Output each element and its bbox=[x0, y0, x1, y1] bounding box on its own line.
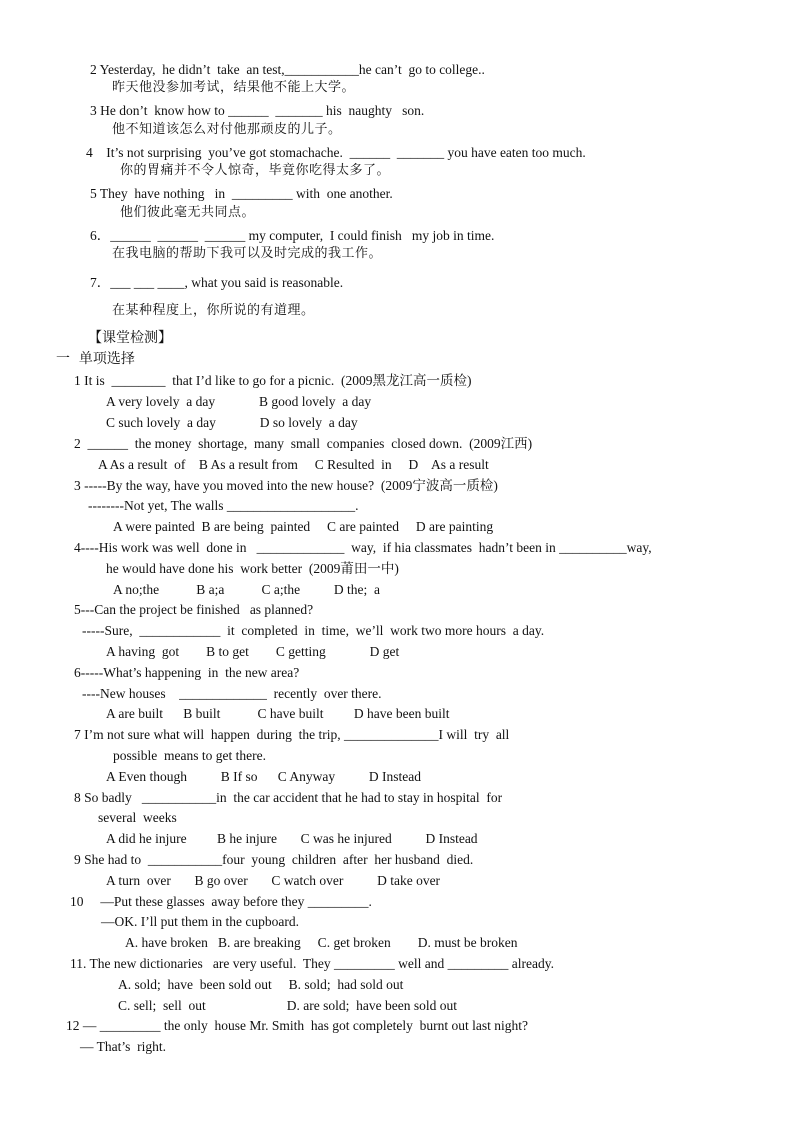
worksheet-line: A turn over B go over C watch over D take over bbox=[106, 873, 441, 888]
worksheet-line: A did he injure B he injure C was he injured D Instead bbox=[106, 831, 478, 846]
worksheet-line: — That’s right. bbox=[80, 1039, 166, 1054]
worksheet-line: 4----His work was well done in _____________ way, if hia classmates hadn’t been in __________way, bbox=[74, 540, 652, 555]
worksheet-line: possible means to get there. bbox=[113, 748, 266, 763]
worksheet-line: A very lovely a day B good lovely a day bbox=[106, 394, 372, 409]
worksheet-line: 12 — _________ the only house Mr. Smith has got completely burnt out last night? bbox=[66, 1018, 528, 1033]
worksheet-line: 5---Can the project be finished as planned? bbox=[74, 602, 314, 617]
worksheet-line: 4 It’s not surprising you’ve got stomachache. ______ _______ you have eaten too much. bbox=[86, 145, 586, 160]
worksheet-line: 一 单项选择 bbox=[56, 351, 135, 367]
worksheet-line: 6．______ ______ ______ my computer, I could finish my job in time. bbox=[90, 228, 495, 243]
worksheet-line: 7．___ ___ ____, what you said is reasonable. bbox=[90, 275, 344, 290]
worksheet-line: 7 I’m not sure what will happen during the trip, ______________I will try all bbox=[74, 727, 510, 742]
worksheet-line: 10 —Put these glasses away before they _________. bbox=[70, 894, 372, 909]
worksheet-line: 你的胃痛并不令人惊奇，毕竟你吃得太多了。 bbox=[120, 163, 391, 178]
worksheet-line: 他不知道该怎么对付他那顽皮的儿子。 bbox=[112, 122, 342, 137]
worksheet-line: 在某种程度上，你所说的有道理。 bbox=[112, 303, 315, 318]
worksheet-line: —OK. I’ll put them in the cupboard. bbox=[101, 914, 299, 929]
worksheet-line: A no;the B a;a C a;the D the; a bbox=[113, 582, 380, 597]
worksheet-line: 6-----What’s happening in the new area? bbox=[74, 665, 300, 680]
worksheet-line: C. sell; sell out D. are sold; have been sold out bbox=[118, 998, 457, 1013]
worksheet-line: A were painted B are being painted C are painted D are painting bbox=[113, 519, 494, 534]
worksheet-line: ----New houses _____________ recently over there. bbox=[82, 686, 382, 701]
worksheet-line: C such lovely a day D so lovely a day bbox=[106, 415, 358, 430]
worksheet-line: 2 Yesterday, he didn’t take an test,___________he can’t go to college.. bbox=[90, 62, 485, 77]
worksheet-line: A having got B to get C getting D get bbox=[106, 644, 400, 659]
worksheet-line: 2 ______ the money shortage, many small companies closed down. (2009江西) bbox=[74, 436, 533, 451]
worksheet-line: --------Not yet, The walls ___________________. bbox=[88, 498, 359, 513]
worksheet-line: several weeks bbox=[98, 810, 177, 825]
worksheet-line: 5 They have nothing in _________ with one another. bbox=[90, 186, 393, 201]
worksheet-line: A are built B built C have built D have been built bbox=[106, 706, 450, 721]
worksheet-line: A. have broken B. are breaking C. get broken D. must be broken bbox=[125, 935, 518, 950]
worksheet-line: 他们彼此毫无共同点。 bbox=[120, 205, 256, 220]
worksheet-line: 3 He don’t know how to ______ _______ his naughty son. bbox=[90, 103, 425, 118]
worksheet-line: 【课堂检测】 bbox=[88, 330, 172, 346]
worksheet-line: A Even though B If so C Anyway D Instead bbox=[106, 769, 421, 784]
worksheet-line: 9 She had to ___________four young children after her husband died. bbox=[74, 852, 474, 867]
worksheet-line: 在我电脑的帮助下我可以及时完成的我工作。 bbox=[112, 246, 383, 261]
worksheet-line: 3 -----By the way, have you moved into the new house? (2009宁波高一质检) bbox=[74, 478, 498, 493]
worksheet-line: 1 It is ________ that I’d like to go for a picnic. (2009黑龙江高一质检) bbox=[74, 373, 472, 388]
worksheet-line: -----Sure, ____________ it completed in time, we’ll work two more hours a day. bbox=[82, 623, 545, 638]
worksheet-line: A As a result of B As a result from C Resulted in D As a result bbox=[98, 457, 489, 472]
worksheet-line: 11. The new dictionaries are very useful. They _________ well and _________ already. bbox=[70, 956, 554, 971]
worksheet-line: he would have done his work better (2009莆田一中) bbox=[106, 561, 399, 576]
worksheet-line: A. sold; have been sold out B. sold; had sold out bbox=[118, 977, 404, 992]
worksheet-line: 昨天他没参加考试，结果他不能上大学。 bbox=[112, 80, 356, 95]
worksheet-line: 8 So badly ___________in the car accident that he had to stay in hospital for bbox=[74, 790, 503, 805]
